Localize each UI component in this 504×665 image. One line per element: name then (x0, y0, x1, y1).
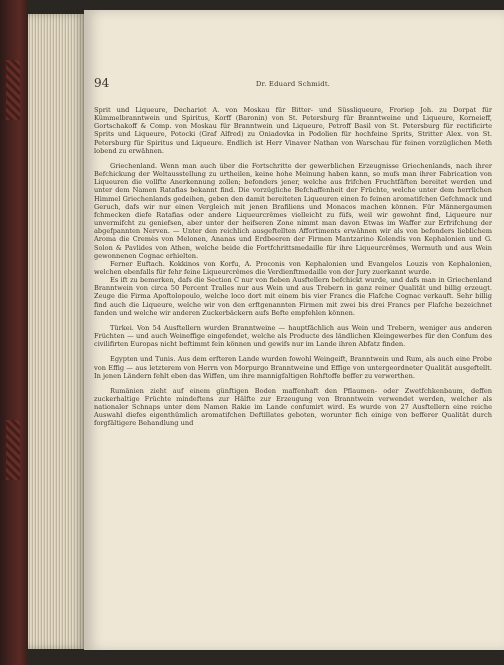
paragraph-russia-continued: Sprit und Liqueure, Dechariot A. von Moskau für Bitter- und Süssliqueure, Froriep Joh. zu Dorpat für Kümmelbranntwein und Spiritus, Korff (Baronin) von St. Petersburg für Branntweine und Liqueure, Korneieff, Gortschakoff & Comp. von Moskau für Branntwein und Liqueure, Petroff Basil von St. Petersburg für rectificirte Sprits und Liqueure, Potocki (Graf Alfred) zu Oniadovka in Podolien für hochfeine Sprits, Stritter Alex. von St. Petersburg für Spiritus und Liqueure. Endlich ist Herr Vinaver Nathan von Warschau für feinen vorzüglichen Meth lobend zu erwähnen. (94, 106, 492, 155)
book-cover-edge (0, 0, 28, 665)
paragraph-romania: Rumänien zieht auf einem günftigen Boden maffenhaft den Pflaumen- oder Zwetfchkenbaum, deffen zuckerhaltige Früchte mindeftens zur Hälfte zur Erzeugung von Branntwein verwendet werden, welcher als nationaler Schnaps unter dem Namen Rakie im Lande confumirt wird. Es wurde von 27 Ausftellern eine reiche Auswahl diefes eigenthümlich aromatifchen Deftillates geboten, worunter fich einige von befferer Qualität durch forgfältigere Behandlung und (94, 386, 492, 428)
page-number: 94 (94, 76, 110, 90)
paragraph-greece-section-c: Es ift zu bemerken, dafs die Section C nur von fieben Ausftellern befchickt wurde, und dafs man in Griechenland Branntwein von circa 50 Percent Tralles nur aus Wein und aus Trebern in ganz reiner Qualität und billig erzeugt. Zeuge die Firma Apoftolopoulo, welche loco dort mit einem bis vier Francs die Flafche Cognac verkauft. Sehr billig find auch die Liqueure, welche wir von den erftgenannten Firmen mit zwei bis drei Francs per Flafche bezeichnet fanden und welche wir anderen Zuckerbäckern aufs Befte empfehlen können. (94, 276, 492, 317)
page-edges (28, 14, 86, 649)
scan-bottom-shadow (84, 650, 504, 665)
paragraph-greece: Griechenland. Wenn man auch über die Fortschritte der gewerblichen Erzeugnisse Griechenlands, nach ihrer Befchickung der Weltausstellung zu urtheilen, keine hohe Meinung haben kann, so mufs man ihrer Fabrication von Liqueuren die vollfte Anerkennung zollen; befonders jener, welche aus frifchen Fruchtfäften bereitet werden und unter dem Namen Ratafias bekannt find. Die vorzügliche Befchaffenheit der Früchte, welche unter dem herrlichen Himmel Griechenlands gedeihen, geben den damit bereiteten Liqueuren einen fo feinen aromatifchen Gefchmack und Geruch, dafs wir nur einen Vergleich mit jenen Brafiliens und Monacos machen können. Für Männergaumen fchmecken diefe Ratafias oder andere Liqueurcrêmes vielleicht zu füfs, weil wir gewohnt find, Liqueure nur unvermifcht zu geniefsen, aber unter der heifseren Zone nimmt man davon Etwas im Waffer zur Erfrifchung der abgefpannten Nerven. — Unter den reichlich ausgeftellten Affortiments erwähnen wir als von befonders lieblichem Aroma die Cremès von Melonen, Ananas und Erdbeeren der Firmen Mantzarino Kolendis von Kephalonien und G. Solon & Pavlides von Athen, welche beide die Fortfchrittsmedaille für ihre Liqueurcrêmes, Wermuth und aus Wein gewonnenen Cognac erhielten. (94, 161, 492, 260)
running-head: Dr. Eduard Schmidt. (255, 80, 331, 88)
book-page (84, 10, 504, 652)
cover-pattern (6, 420, 20, 480)
cover-pattern (6, 60, 20, 120)
page-body (94, 106, 492, 428)
paragraph-egypt-tunis: Egypten und Tunis. Aus dem erfteren Lande wurden fowohl Weingeift, Branntwein und Rum, als auch eine Probe von Effig — aus letzterem von Herrn von Morpurgo Branntweine und Effige von untergeordneter Qualität ausgeftellt. In jenen Ländern fehlt eben das Wiffen, um ihre mannigfaltigen Rohftoffe beffer zu verwerthen. (94, 355, 492, 380)
paragraph-turkey: Türkei. Von 54 Ausftellern wurden Branntweine — hauptfächlich aus Wein und Trebern, weniger aus anderen Früchten — und auch Weineffige eingefendet, welche als Producte des ländlichen Kleingewerbes für den Confum des civilifirten Europas nicht beftimmt fein können und gewifs nur im Lande ihren Abfatz finden. (94, 323, 492, 349)
paragraph-greece-exhibitors: Ferner Euftach. Kokkinos von Korfu, A. Proconis von Kephalonien und Evangelos Louzis von Kephalonien, welchen ebenfalls für fehr feine Liqueurcrêmes die Verdienftmedaille von der Jury zuerkannt wurde. (94, 259, 492, 276)
page-header (94, 76, 492, 90)
